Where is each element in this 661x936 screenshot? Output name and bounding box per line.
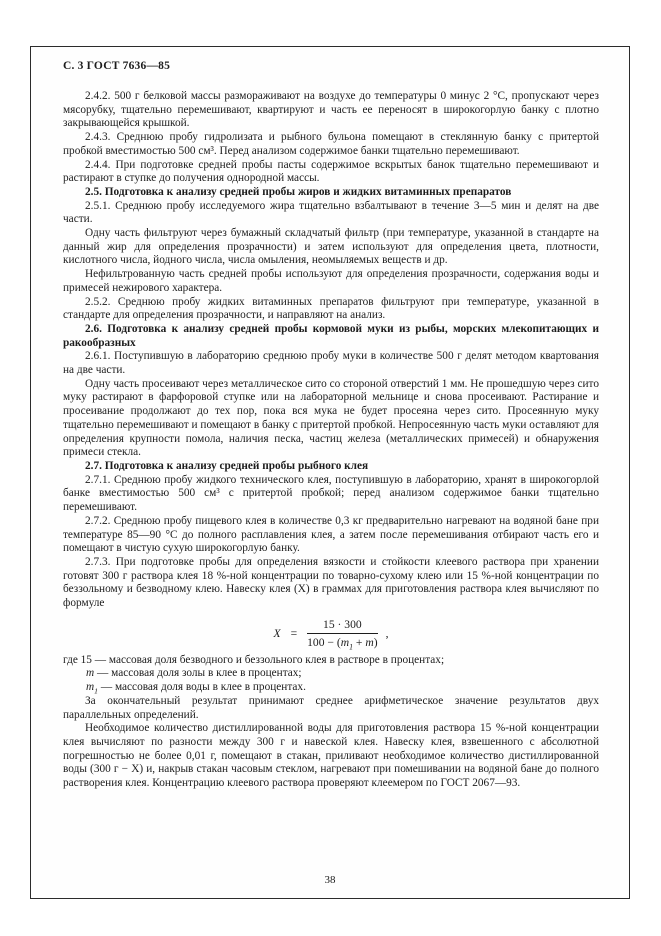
fraction xyxy=(307,617,378,652)
fraction-numerator: 15 · 300 xyxy=(307,618,378,634)
where-term-15: где 15 xyxy=(63,653,92,666)
paragraph-2-7-1: 2.7.1. Среднюю пробу жидкого технического клея, поступившую в лабораторию, хранят в широкогорлой банке вместимостью 500 см³ с притертой пробкой; перед анализом содержимое банки тщательно перемешивают. xyxy=(63,473,599,514)
paragraph-2-4-2: 2.4.2. 500 г белковой массы размораживают на воздухе до температуры 0 минус 2 °С, пропускают через мясорубку, тщательно перемешивают, квартируют и часть ее переносят в широкогорлую банку с плотно закрывающейся крышкой. xyxy=(63,90,599,130)
where-term-m1-sub: 1 xyxy=(94,686,99,696)
running-header: С. 3 ГОСТ 7636—85 xyxy=(63,60,171,72)
denominator-close: ) xyxy=(373,635,378,649)
where-line-15 xyxy=(63,654,599,668)
paragraph-2-7-2: 2.7.2. Среднюю пробу пищевого клея в количестве 0,3 кг предварительно нагревают на водяной бане при температуре 85—90 °С до полного расплавления клея, а затем после перемешивания отбирают часть его и помещают в чистую сухую широкогорлую банку. xyxy=(63,514,599,555)
paragraph-2-4-3: 2.4.3. Среднюю пробу гидролизата и рыбного бульона помещают в стеклянную банку с притертой пробкой вместимостью 500 см³. Перед анализом содержимое банки тщательно перемешивают. xyxy=(63,131,599,157)
denominator-plus: + xyxy=(353,635,366,649)
paragraph-final-result: За окончательный результат принимают среднее арифметическое значение результатов двух параллельных определений. xyxy=(63,694,599,721)
paragraph-2-7-3: 2.7.3. При подготовке пробы для определения вязкости и стойкости клеевого раствора при хранении готовят 300 г раствора клея 18 %-ной концентрации по товарно-сухому клею или 15 %-ной концентрации по беззольному и безводному клею. Навеску клея (X) в граммах для приготовления раствора клея вычисляют по формуле xyxy=(63,555,599,610)
denominator-var-m: m xyxy=(365,635,374,649)
section-heading-2-7: 2.7. Подготовка к анализу средней пробы рыбного клея xyxy=(85,459,369,472)
paragraph-2-6-1: 2.6.1. Поступившую в лабораторию среднюю пробу муки в количестве 500 г делят методом квартования на две части. xyxy=(63,350,599,377)
where-def-m: — массовая доля золы в клее в процентах; xyxy=(94,667,302,680)
denominator-constant: 100 − ( xyxy=(307,635,341,649)
paragraph-distilled-water: Необходимое количество дистиллированной воды для приготовления раствора 15 %-ной концентрации клея вычисляют по разности между 300 г и навеской клея. Навеску клея, взвешенного с абсолютной погрешностью не более 0,01 г, помещают в стакан, приливают необходимое количество дистиллированной воды (300 г − X) и, накрыв стакан часовым стеклом, нагревают при помешивании на водяной бане до полного растворения клея. Концентрацию клеевого раствора проверяют клеемером по ГОСТ 2067—93. xyxy=(63,722,599,790)
section-heading-2-5: 2.5. Подготовка к анализу средней пробы жиров и жидких витаминных препаратов xyxy=(85,185,512,198)
where-def-m1: — массовая доля воды в клее в процентах. xyxy=(98,681,306,694)
where-def-15: — массовая доля безводного и беззольного клея в растворе в процентах; xyxy=(91,653,445,666)
section-heading-2-6: 2.6. Подготовка к анализу средней пробы кормовой муки из рыбы, морских млекопитающих и ракообразных xyxy=(63,322,599,349)
where-line-m1 xyxy=(63,681,599,695)
where-term-m: m xyxy=(86,667,95,680)
page-frame xyxy=(30,46,630,899)
denominator-sub-1: 1 xyxy=(349,642,354,652)
fraction-denominator xyxy=(307,634,378,652)
paragraph-2-4-4: 2.4.4. При подготовке средней пробы пасты содержимое вскрытых банок тщательно перемешивают и растирают в ступке до получения однородной массы. xyxy=(63,158,599,185)
paragraph-2-5-2: 2.5.2. Среднюю пробу жидких витаминных препаратов фильтруют при температуре, указанной в стандарте для определения прозрачности, и направляют на анализ. xyxy=(63,295,599,322)
document-body xyxy=(63,90,599,791)
denominator-var-m1: m xyxy=(340,635,350,649)
formula-where-list xyxy=(63,654,599,695)
where-term-m1: m xyxy=(86,681,95,694)
formula xyxy=(63,617,599,652)
paragraph-filtered-part: Одну часть фильтруют через бумажный складчатый фильтр (при температуре, указанной в стандарте на данный жир для определения прозрачности) и затем используют для определения цвета, плотности, кислотного числа, йодного числа, числа омыления, неомыляемых веществ и др. xyxy=(63,227,599,267)
paragraph-2-5-1: 2.5.1. Среднюю пробу исследуемого жира тщательно взбалтывают в течение 3—5 мин и делят на две части. xyxy=(63,199,599,226)
page-number: 38 xyxy=(324,874,336,886)
formula-lhs: X xyxy=(273,626,281,640)
formula-comma: , xyxy=(385,626,389,640)
paragraph-unfiltered-part: Нефильтрованную часть средней пробы используют для определения прозрачности, содержания воды и примесей нежирового характера. xyxy=(63,268,599,294)
paragraph-sieving: Одну часть просеивают через металлическое сито со стороной отверстий 1 мм. Не прошедшую через сито муку растирают в фарфоровой ступке или на лабораторной мельнице и снова просеивают. Растирание и просеивание продолжают до тех пор, пока вся мука не будет просеяна через сито. Просеянную муку тщательно перемешивают и помещают в банку с притертой пробкой. Непросеянную часть муки оставляют для определения крупности помола, наличия песка, частиц железа (металлических примесей) и обнаружения примеси стекла. xyxy=(63,377,599,459)
where-line-m xyxy=(63,667,599,681)
equals-sign: = xyxy=(290,626,298,640)
